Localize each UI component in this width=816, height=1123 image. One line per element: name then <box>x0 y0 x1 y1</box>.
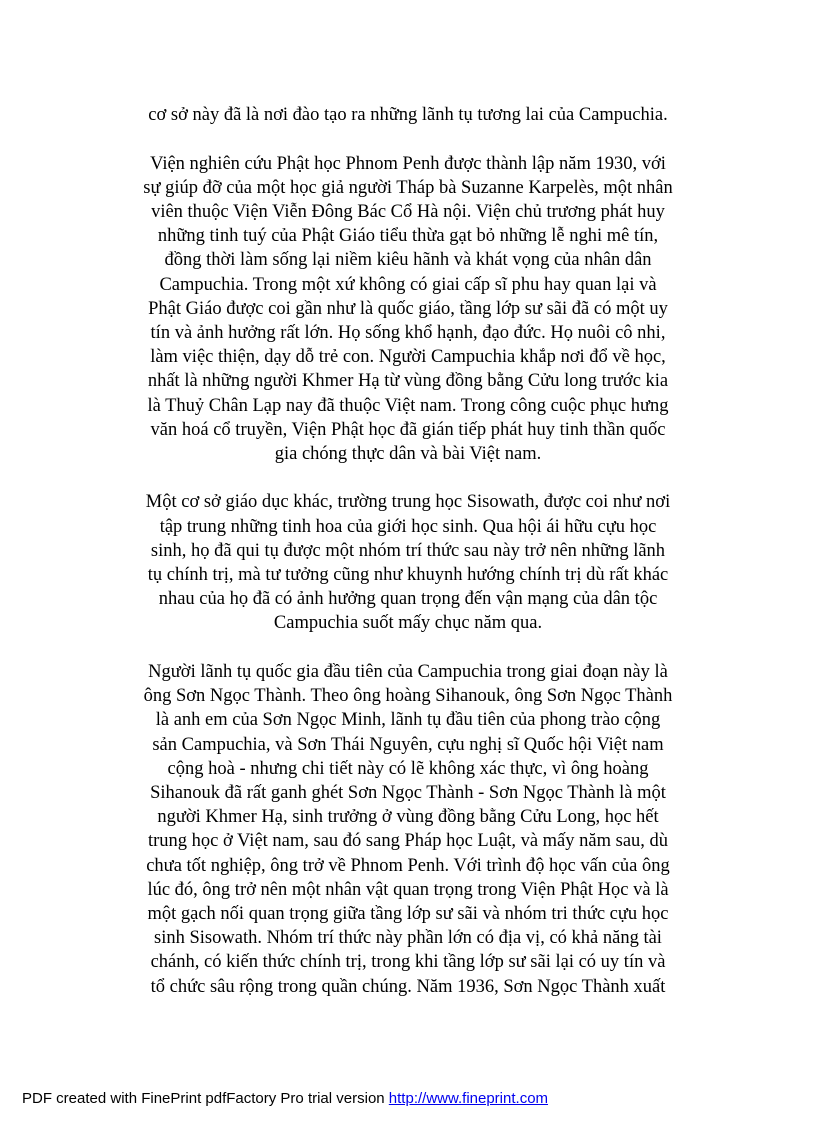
text-line: viên thuộc Viện Viễn Đông Bác Cổ Hà nội. Viện chủ trương phát huy <box>151 201 665 222</box>
text-line: sự giúp đỡ của một học giả người Tháp bà Suzanne Karpelès, một nhân <box>143 177 673 198</box>
text-line: văn hoá cổ truyền, Viện Phật học đã gián tiếp phát huy tinh thần quốc <box>150 419 666 440</box>
paragraph-2 <box>0 152 816 467</box>
text-line: ông Sơn Ngọc Thành. Theo ông hoàng Sihanouk, ông Sơn Ngọc Thành <box>143 686 673 707</box>
text-line: làm việc thiện, dạy dỗ trẻ con. Người Campuchia khắp nơi đổ về học, <box>150 347 666 368</box>
pdf-footer <box>22 1090 548 1108</box>
text-line: những tinh tuý của Phật Giáo tiểu thừa gạt bỏ những lễ nghi mê tín, <box>157 226 659 247</box>
text-line: Người lãnh tụ quốc gia đầu tiên của Campuchia trong giai đoạn này là <box>148 661 668 682</box>
text-line: cơ sở này đã là nơi đào tạo ra những lãnh tụ tương lai của Campuchia. <box>148 105 668 125</box>
text-line: Campuchia suốt mấy chục năm qua. <box>273 613 543 634</box>
text-line: Sihanouk đã rất ganh ghét Sơn Ngọc Thành - Sơn Ngọc Thành là một <box>150 782 666 803</box>
footer-link[interactable]: http://www.fineprint.com <box>388 1090 549 1107</box>
text-line: sinh Sisowath. Nhóm trí thức này phần lớn có địa vị, có khả năng tài <box>154 928 662 949</box>
text-line: gia chóng thực dân và bài Việt nam. <box>274 443 542 464</box>
text-line: Campuchia. Trong một xứ không có giai cấp sĩ phu hay quan lại và <box>159 274 657 295</box>
text-line: nhau của họ đã có ảnh hưởng quan trọng đến vận mạng của dân tộc <box>158 589 658 610</box>
footer-text: PDF created with FinePrint pdfFactory Pro trial version <box>22 1090 389 1107</box>
text-line: một gạch nối quan trọng giữa tầng lớp sư sãi và nhóm tri thức cựu học <box>147 903 669 924</box>
text-line: tín và ảnh hưởng rất lớn. Họ sống khổ hạnh, đạo đức. Họ nuôi cô nhi, <box>150 322 666 343</box>
text-line: tụ chính trị, mà tư tưởng cũng như khuynh hướng chính trị dù rất khác <box>147 565 669 586</box>
text-line: người Khmer Hạ, sinh trưởng ở vùng đồng bằng Cửu Long, học hết <box>157 807 659 828</box>
text-line: chánh, có kiến thức chính trị, trong khi tầng lớp sư sãi lại có uy tín và <box>150 952 666 973</box>
text-line: đồng thời làm sống lại niềm kiêu hãnh và khát vọng của nhân dân <box>164 250 652 271</box>
text-line: tập trung những tinh hoa của giới học sinh. Qua hội ái hữu cựu học <box>159 516 657 537</box>
text-line: trung học ở Việt nam, sau đó sang Pháp học Luật, và mấy năm sau, dù <box>147 831 669 852</box>
text-line: Một cơ sở giáo dục khác, trường trung học Sisowath, được coi như nơi <box>145 492 671 513</box>
text-line: chưa tốt nghiệp, ông trở về Phnom Penh. Với trình độ học vấn của ông <box>146 855 670 876</box>
text-line: cộng hoà - nhưng chi tiết này có lẽ không xác thực, vì ông hoàng <box>167 758 649 779</box>
text-line: là Thuỷ Chân Lạp nay đã thuộc Việt nam. Trong công cuộc phục hưng <box>147 395 669 416</box>
text-line: tổ chức sâu rộng trong quần chúng. Năm 1936, Sơn Ngọc Thành xuất <box>150 976 666 997</box>
text-line: lúc đó, ông trở nên một nhân vật quan trọng trong Viện Phật Học và là <box>147 879 669 900</box>
text-line: Phật Giáo được coi gần như là quốc giáo, tầng lớp sư sãi đã có một uy <box>148 298 668 319</box>
text-line: sinh, họ đã qui tụ được một nhóm trí thức sau này trở nên những lãnh <box>150 540 666 561</box>
text-line: nhất là những người Khmer Hạ từ vùng đồng bằng Cửu long trước kia <box>147 371 669 392</box>
document-body <box>0 103 816 1023</box>
text-line: sản Campuchia, và Sơn Thái Nguyên, cựu nghị sĩ Quốc hội Việt nam <box>152 734 664 755</box>
paragraph-3 <box>0 490 816 635</box>
paragraph-1 <box>0 103 816 127</box>
paragraph-4 <box>0 660 816 999</box>
text-line: là anh em của Sơn Ngọc Minh, lãnh tụ đầu tiên của phong trào cộng <box>155 710 661 731</box>
text-line: Viện nghiên cứu Phật học Phnom Penh được thành lập năm 1930, với <box>150 153 666 174</box>
